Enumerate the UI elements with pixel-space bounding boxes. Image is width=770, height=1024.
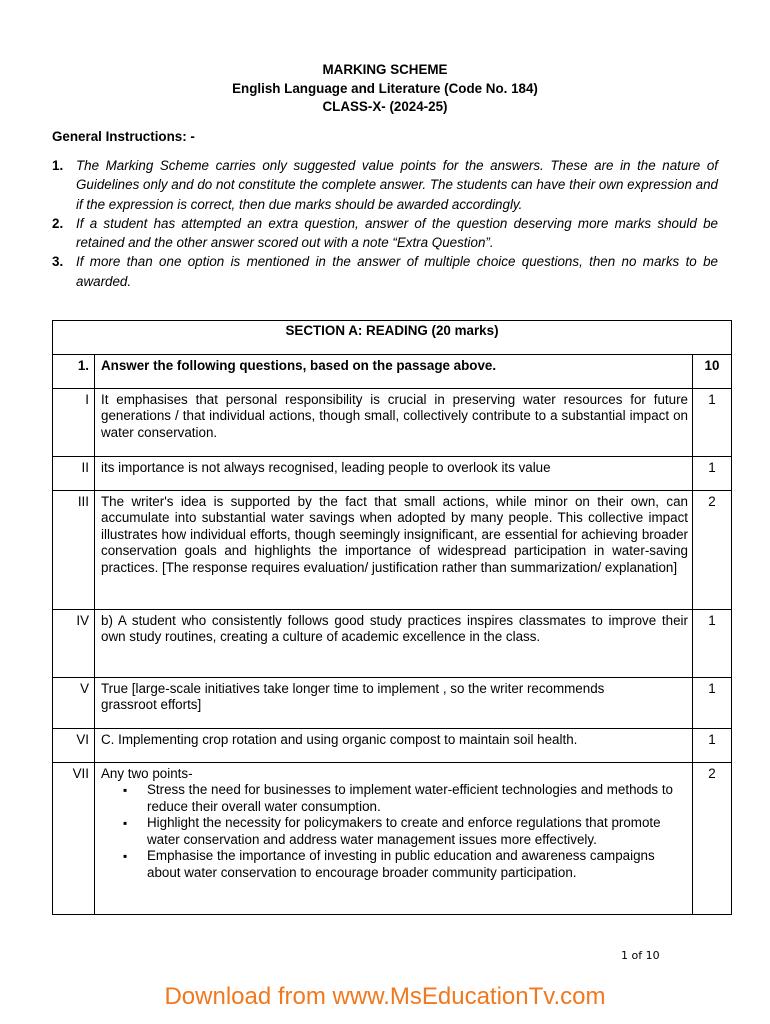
instruction-number: 1. bbox=[52, 158, 64, 173]
question-number: 1. bbox=[53, 354, 95, 388]
bullet-item: ▪ Emphasise the importance of investing in public education and awareness campaigns about water conservation to encourage broader community participation. bbox=[147, 848, 688, 881]
instructions-list bbox=[52, 156, 718, 291]
bullet-item: ▪ Highlight the necessity for policymakers to create and enforce regulations that promote water conservation and address water management issues more effectively. bbox=[147, 815, 688, 848]
table-row bbox=[53, 728, 732, 762]
item-number: IV bbox=[53, 609, 95, 677]
item-number: II bbox=[53, 456, 95, 490]
instruction-number: 3. bbox=[52, 254, 64, 270]
marks-value: 1 bbox=[693, 609, 732, 677]
general-instructions-title: General Instructions: - bbox=[52, 129, 195, 144]
table-row bbox=[53, 609, 732, 677]
section-heading-row bbox=[53, 321, 732, 355]
instruction-text: The Marking Scheme carries only suggested value points for the answers. These are in the nature of Guidelines only and do not constitute the complete answer. The students can have their own expression and if the expression is correct, then due marks should be awarded accordingly. bbox=[76, 158, 718, 212]
page-number: 1 of 10 bbox=[621, 949, 660, 962]
item-number: III bbox=[53, 490, 95, 609]
section-heading: SECTION A: READING (20 marks) bbox=[53, 321, 732, 355]
instruction-item bbox=[52, 156, 718, 214]
instruction-item bbox=[52, 214, 718, 253]
answer-text bbox=[95, 677, 693, 728]
question-marks: 10 bbox=[693, 354, 732, 388]
table-row bbox=[53, 456, 732, 490]
bullet-item: ▪ Stress the need for businesses to implement water-efficient technologies and methods to reduce their overall water consumption. bbox=[147, 782, 688, 815]
item-number: VII bbox=[53, 762, 95, 914]
item-number: VI bbox=[53, 728, 95, 762]
marks-value: 1 bbox=[693, 728, 732, 762]
table-row bbox=[53, 762, 732, 914]
marks-value: 1 bbox=[693, 456, 732, 490]
answer-text bbox=[95, 762, 693, 914]
answer-text: C. Implementing crop rotation and using organic compost to maintain soil health. bbox=[95, 728, 693, 762]
download-link[interactable]: Download from www.MsEducationTv.com bbox=[164, 983, 606, 1010]
table-row bbox=[53, 677, 732, 728]
question-text: Answer the following questions, based on the passage above. bbox=[95, 354, 693, 388]
item-number: V bbox=[53, 677, 95, 728]
marks-value: 1 bbox=[693, 677, 732, 728]
class-line: CLASS-X- (2024-25) bbox=[322, 99, 448, 114]
marks-value: 2 bbox=[693, 490, 732, 609]
answer-line: grassroot efforts] bbox=[101, 697, 202, 712]
instruction-text: If more than one option is mentioned in the answer of multiple choice questions, then no marks to be awarded. bbox=[76, 254, 718, 289]
answer-text: its importance is not always recognised, leading people to overlook its value bbox=[95, 456, 693, 490]
document-subtitle: English Language and Literature (Code No. 184) bbox=[232, 80, 538, 96]
answer-text: It emphasises that personal responsibility is crucial in preserving water resources for future generations / that individual actions, though small, collectively contribute to a substantial impact on water conservation. bbox=[95, 388, 693, 456]
instruction-number: 2. bbox=[52, 215, 64, 231]
answer-text: b) A student who consistently follows good study practices inspires classmates to improve their own study routines, creating a culture of academic excellence in the class. bbox=[95, 609, 693, 677]
document-title: MARKING SCHEME bbox=[322, 62, 448, 77]
marks-value: 1 bbox=[693, 388, 732, 456]
answer-intro: Any two points- bbox=[101, 765, 193, 781]
answer-text: The writer's idea is supported by the fact that small actions, while minor on their own, can accumulate into substantial water savings when adopted by many people. This collective impact illustrates how individual efforts, though seemingly insignificant, are essential for achieving broader conservation goals and highlights the importance of widespread participation in water-saving practices. [The response requires evaluation/ justification rather than summarization/ explanation] bbox=[95, 490, 693, 609]
table-row bbox=[53, 388, 732, 456]
bullet-list bbox=[101, 782, 688, 881]
marking-table bbox=[52, 320, 732, 915]
marks-value: 2 bbox=[693, 762, 732, 914]
question-row bbox=[53, 354, 732, 388]
item-number: I bbox=[53, 388, 95, 456]
answer-line: True [large-scale initiatives take longer time to implement , so the writer recommends bbox=[101, 680, 605, 696]
table-row bbox=[53, 490, 732, 609]
document-header bbox=[0, 61, 770, 117]
instruction-item bbox=[52, 252, 718, 291]
instruction-text: If a student has attempted an extra question, answer of the question deserving more marks should be retained and the other answer scored out with a note “Extra Question”. bbox=[76, 215, 718, 251]
